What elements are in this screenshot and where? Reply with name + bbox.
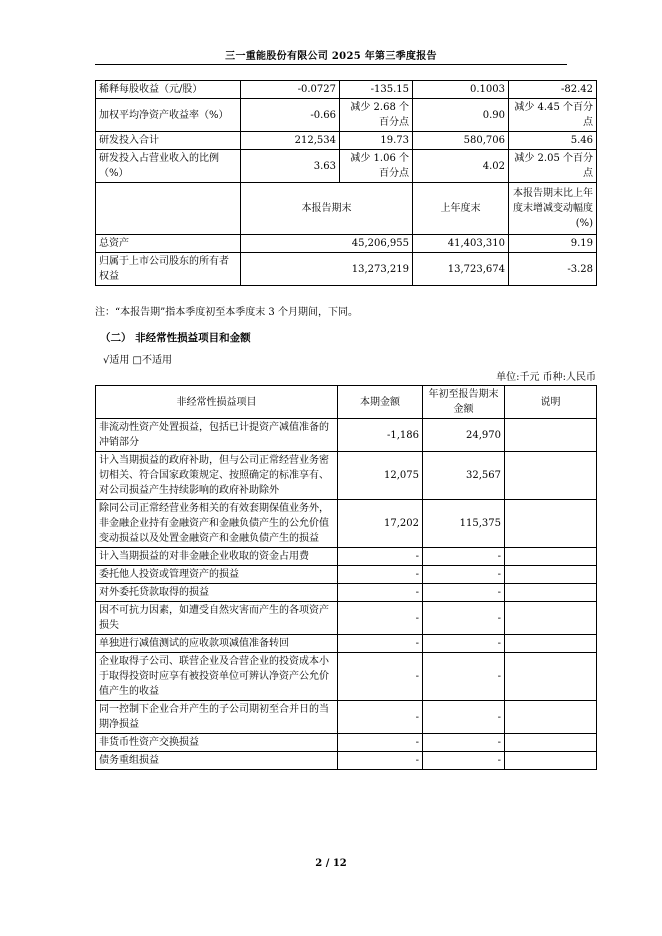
cell-note — [505, 653, 597, 701]
row-label: 计入当期损益的政府补助，但与公司正常经营业务密切相关、符合国家政策规定、按照确定的标准享有、对公司损益产生持续影响的政府补助除外 — [96, 452, 338, 500]
row-label: 稀释每股收益（元/股） — [96, 81, 241, 99]
column-header: 上年度末 — [413, 183, 509, 235]
row-label: 单独进行减值测试的应收款项减值准备转回 — [96, 635, 338, 653]
cell-value: 580,706 — [413, 132, 509, 150]
cell-value: - — [423, 635, 505, 653]
cell-value: 3.63 — [241, 150, 340, 183]
table-row — [96, 150, 597, 183]
row-label: 企业取得子公司、联营企业及合营企业的投资成本小于取得投资时应享有被投资单位可辨认净资产公允价值产生的收益 — [96, 653, 338, 701]
table-note: 注：“本报告期”指本季度初至本季度末 3 个月期间，下同。 — [95, 307, 358, 318]
cell-value: - — [338, 734, 423, 752]
row-label: 债务重组损益 — [96, 752, 338, 770]
table-row — [96, 548, 597, 566]
cell-value: - — [338, 566, 423, 584]
row-label: 归属于上市公司股东的所有者权益 — [96, 253, 241, 286]
cell-value: - — [338, 701, 423, 734]
table-row — [96, 701, 597, 734]
cell-value: - — [338, 548, 423, 566]
column-header: 说明 — [505, 386, 597, 419]
row-label: 除同公司正常经营业务相关的有效套期保值业务外，非金融企业持有金融资产和金融负债产生的公允价值变动损益以及处置金融资产和金融负债产生的损益 — [96, 500, 338, 548]
column-header: 本报告期末 — [241, 183, 413, 235]
cell-value: 32,567 — [423, 452, 505, 500]
cell-value: 减少 1.06 个百分点 — [340, 150, 413, 183]
row-label: 委托他人投资或管理资产的损益 — [96, 566, 338, 584]
cell-value: - — [338, 584, 423, 602]
table-row — [96, 253, 597, 286]
cell-value: 13,273,219 — [241, 253, 413, 286]
cell-value: 9.19 — [509, 235, 597, 253]
table-row — [96, 132, 597, 150]
row-label: 非货币性资产交换损益 — [96, 734, 338, 752]
cell-value: 减少 4.45 个百分点 — [509, 99, 597, 132]
cell-value: - — [338, 635, 423, 653]
table-row — [96, 566, 597, 584]
cell-value: 0.90 — [413, 99, 509, 132]
cell-value: - — [338, 752, 423, 770]
non-recurring-items-table — [95, 385, 597, 770]
cell-value: -82.42 — [509, 81, 597, 99]
section-title: （二） 非经常性损益项目和金额 — [100, 332, 251, 344]
cell-note — [505, 734, 597, 752]
report-header: 三一重能股份有限公司 2025 年第三季度报告 — [225, 51, 437, 62]
row-label: 同一控制下企业合并产生的子公司期初至合并日的当期净损益 — [96, 701, 338, 734]
row-label: 对外委托贷款取得的损益 — [96, 584, 338, 602]
table-row — [96, 419, 597, 452]
row-label: 计入当期损益的对非金融企业收取的资金占用费 — [96, 548, 338, 566]
table-row — [96, 452, 597, 500]
cell-value: 减少 2.68 个百分点 — [340, 99, 413, 132]
cell-value: - — [423, 653, 505, 701]
table-row — [96, 653, 597, 701]
cell-value: -1,186 — [338, 419, 423, 452]
row-label: 总资产 — [96, 235, 241, 253]
cell-value: - — [423, 602, 505, 635]
table-row — [96, 602, 597, 635]
cell-value: - — [338, 602, 423, 635]
table-row — [96, 500, 597, 548]
row-label: 研发投入占营业收入的比例（%） — [96, 150, 241, 183]
cell-value: 212,534 — [241, 132, 340, 150]
cell-value: 12,075 — [338, 452, 423, 500]
column-header: 非经常性损益项目 — [96, 386, 338, 419]
row-label: 非流动性资产处置损益，包括已计提资产减值准备的冲销部分 — [96, 419, 338, 452]
table-row — [96, 235, 597, 253]
table-row — [96, 99, 597, 132]
cell-value: 0.1003 — [413, 81, 509, 99]
cell-value: - — [338, 653, 423, 701]
table-header-row — [96, 386, 597, 419]
table-row — [96, 81, 597, 99]
cell-note — [505, 602, 597, 635]
cell-value: -0.66 — [241, 99, 340, 132]
cell-value: -0.0727 — [241, 81, 340, 99]
cell-value: - — [423, 548, 505, 566]
cell-value: 45,206,955 — [241, 235, 413, 253]
cell-value: 19.73 — [340, 132, 413, 150]
table-subheader-row — [96, 183, 597, 235]
table-row — [96, 584, 597, 602]
cell-note — [505, 584, 597, 602]
cell-value: 减少 2.05 个百分点 — [509, 150, 597, 183]
cell-value: 24,970 — [423, 419, 505, 452]
cell-value: 4.02 — [413, 150, 509, 183]
cell-note — [505, 419, 597, 452]
cell-value: 115,375 — [423, 500, 505, 548]
row-label: 因不可抗力因素，如遭受自然灾害而产生的各项资产损失 — [96, 602, 338, 635]
cell-value: 41,403,310 — [413, 235, 509, 253]
cell-value: 17,202 — [338, 500, 423, 548]
table-row — [96, 752, 597, 770]
cell-note — [505, 752, 597, 770]
cell-note — [505, 452, 597, 500]
table-row — [96, 635, 597, 653]
cell-value: -3.28 — [509, 253, 597, 286]
cell-value: -135.15 — [340, 81, 413, 99]
column-header: 年初至报告期末金额 — [423, 386, 505, 419]
column-header: 本报告期末比上年度末增减变动幅度(%) — [509, 183, 597, 235]
cell-value: - — [423, 566, 505, 584]
cell-note — [505, 500, 597, 548]
empty-cell — [96, 183, 241, 235]
column-header: 本期金额 — [338, 386, 423, 419]
row-label: 研发投入合计 — [96, 132, 241, 150]
cell-value: 13,723,674 — [413, 253, 509, 286]
cell-value: 5.46 — [509, 132, 597, 150]
cell-note — [505, 548, 597, 566]
cell-note — [505, 701, 597, 734]
cell-value: - — [423, 752, 505, 770]
applicability-checkbox: √适用 □不适用 — [103, 355, 172, 366]
cell-value: - — [423, 734, 505, 752]
cell-note — [505, 635, 597, 653]
cell-note — [505, 566, 597, 584]
financial-indicators-table — [95, 80, 597, 286]
row-label: 加权平均净资产收益率（%） — [96, 99, 241, 132]
table-row — [96, 734, 597, 752]
page-number: 2 / 12 — [315, 858, 347, 869]
unit-label: 单位:千元 币种:人民币 — [496, 372, 596, 383]
cell-value: - — [423, 584, 505, 602]
header-divider — [95, 64, 567, 65]
cell-value: - — [423, 701, 505, 734]
